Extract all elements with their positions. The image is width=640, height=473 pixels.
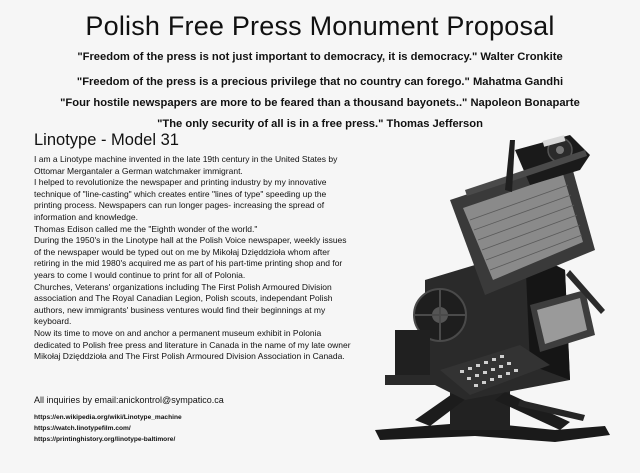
paragraph-organizations: Churches, Veterans' organizations including The First Polish Armoured Division association and The Royal Canadian Legion, Polish scouts, independant Polish authors, new immigrants' business ventures would find their beginnings at my keyboard. bbox=[34, 281, 333, 327]
body-text bbox=[34, 154, 352, 363]
paragraph-polish-voice: During the 1950's in the Linotype hall at the Polish Voice newspaper, weekly issues of the newspaper would be typed out on me by Mikołaj Dzięddzioła whom after retiring in the mid 1980's acquired me as part of his part-time printing shop and for years to come I would continue to print for all of Polonia. bbox=[34, 235, 347, 280]
paragraph-museum: Now its time to move on and anchor a permanent museum exhibit in Polonia dedicated to Polish free press and literature in Canada in the name of my late owner Mikołaj Dzięddzioła and The First Polish Armoured Division Association in Canada. bbox=[34, 327, 351, 362]
reference-links bbox=[34, 412, 182, 445]
link-printing-history[interactable]: https://printinghistory.org/linotype-baltimore/ bbox=[34, 436, 176, 443]
page-title: Polish Free Press Monument Proposal bbox=[85, 11, 555, 41]
paragraph-revolution: I helped to revolutionize the newspaper and printing industry by my innovative technique of "line-casting" which creates entire "lines of type" speeding up the printing process. Newspapers can run longer pages- increasing the spread of information and knowledge. bbox=[34, 177, 327, 222]
quote-jefferson: "The only security of all is in a free press." Thomas Jefferson bbox=[157, 118, 483, 130]
paragraph-invention: I am a Linotype machine invented in the late 19th century in the United States by Ottomar Mergantaler a German watchmaker immigrant. bbox=[34, 154, 338, 176]
link-linotype-film[interactable]: https://watch.linotypefilm.com/ bbox=[34, 425, 131, 432]
quote-gandhi: "Freedom of the press is a precious privilege that no country can forego." Mahatma Gandhi bbox=[76, 76, 564, 88]
paragraph-edison: Thomas Edison called me the "Eighth wonder of the world." bbox=[34, 223, 258, 234]
quote-cronkite: "Freedom of the press is not just important to democracy, it is democracy." Walter Cronkite bbox=[77, 51, 563, 63]
quote-napoleon: "Four hostile newspapers are more to be feared than a thousand bayonets.." Napoleon Bonaparte bbox=[60, 97, 580, 109]
linotype-machine-photo bbox=[355, 130, 625, 450]
section-subtitle: Linotype - Model 31 bbox=[34, 131, 179, 149]
link-wikipedia[interactable]: https://en.wikipedia.org/wiki/Linotype_machine bbox=[34, 414, 182, 421]
contact-email: All inquiries by email:anickontrol@sympatico.ca bbox=[34, 395, 224, 405]
